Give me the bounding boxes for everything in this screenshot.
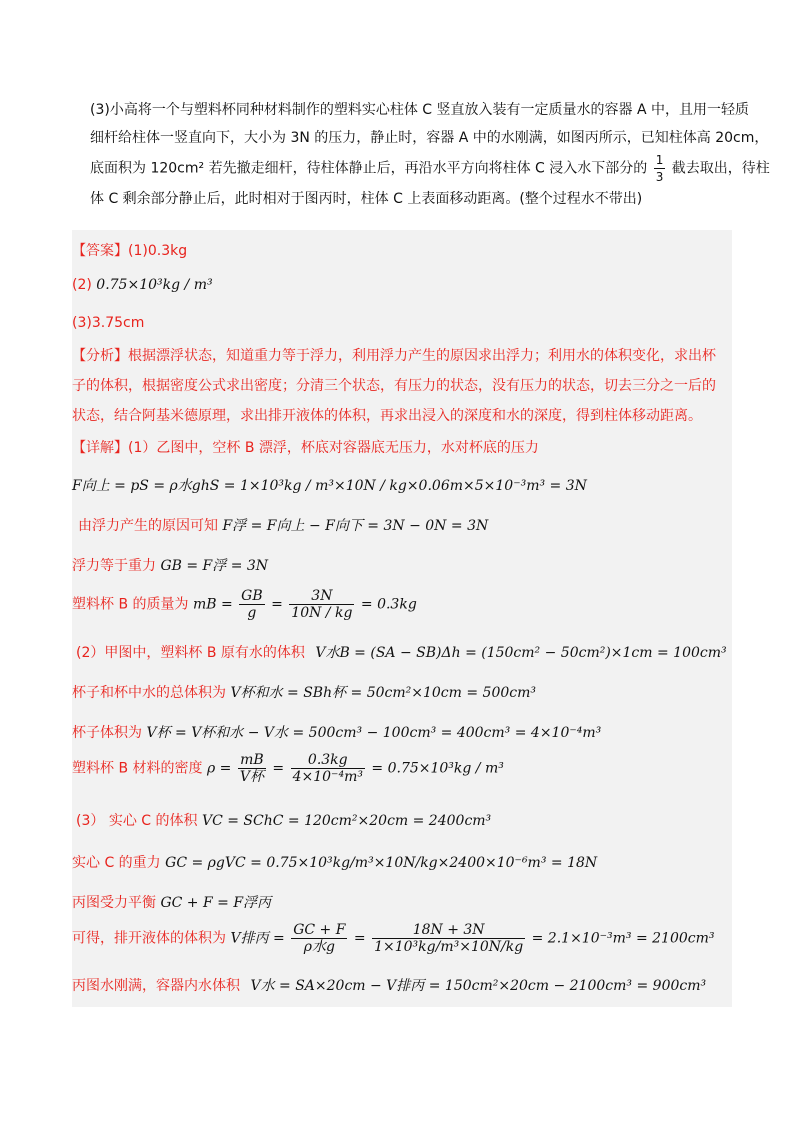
fraction-denominator: V杯 — [239, 769, 264, 785]
question-text: 底面积为 120cm² 若先撤走细杆，待柱体静止后，再沿水平方向将柱体 C 浸入水下部分的 — [90, 160, 648, 177]
detail-intro: (1）乙图中，空杯 B 漂浮，杯底对容器底无压力，水对杯底的压力 — [128, 440, 539, 456]
fraction-denominator: 10N / kg — [291, 605, 353, 621]
step-math: F浮 = F向上 − F向下 = 3N − 0N = 3N — [222, 518, 489, 534]
fraction-denominator: ρ水g — [303, 939, 335, 955]
equation-pressure-force: F向上 = pS = ρ水ghS = 1×10³kg / m³×10N / kg×0.06m×5×10⁻³m³ = 3N — [72, 478, 587, 494]
fraction-numerator: GB — [241, 588, 263, 604]
step-math: GB = F浮 = 3N — [160, 558, 269, 574]
step-math-rhs: = 2.1×10⁻³m³ = 2100cm³ — [531, 930, 715, 947]
question-text: 截去取出，待柱 — [671, 160, 770, 177]
analysis-line-3: 状态，结合阿基米德原理，求出排开液体的体积，再求出浸入的深度和水的深度，得到柱体移动距离。 — [72, 408, 702, 424]
step-text: 由浮力产生的原因可知 — [78, 518, 218, 534]
step-text: 塑料杯 B 的质量为 — [72, 596, 189, 613]
question-line: 体 C 剩余部分静止后，此时相对于图丙时，柱体 C 上表面移动距离。(整个过程水不带出) — [90, 191, 643, 207]
detail-line-intro — [72, 437, 539, 457]
step-text: 丙图水刚满，容器内水体积 — [72, 978, 240, 994]
fraction — [372, 922, 525, 955]
step-math: V水B = (SA − SB)Δh = (150cm² − 50cm²)×1cm = 100cm³ — [315, 645, 727, 661]
step-math: VC = SChC = 120cm²×20cm = 2400cm³ — [201, 813, 492, 829]
fraction-denominator: 4×10⁻⁴m³ — [292, 769, 363, 785]
answer-block — [72, 230, 732, 1007]
step-displaced-volume — [72, 922, 715, 955]
question-line — [90, 152, 770, 185]
detail-label: 【详解】 — [72, 440, 128, 456]
step-gravity-c — [72, 852, 597, 872]
fraction — [291, 922, 347, 955]
step-total-volume — [72, 682, 536, 702]
step-text: 可得，排开液体的体积为 — [72, 930, 226, 947]
answer-line-2 — [72, 277, 213, 293]
step-math-rhs: = 0.3kg — [360, 596, 417, 613]
step-text: 浮力等于重力 — [72, 558, 156, 574]
step-math: V杯和水 = SBh杯 = 50cm²×10cm = 500cm³ — [230, 685, 537, 701]
step-volume-c — [76, 810, 491, 830]
fraction-numerator: 3N — [289, 588, 354, 605]
step-density — [72, 752, 504, 785]
fraction — [289, 588, 354, 621]
fraction-denominator: 3 — [655, 170, 664, 184]
fraction-numerator: GC + F — [293, 922, 346, 938]
question-line: (3)小高将一个与塑料杯同种材料制作的塑料实心柱体 C 竖直放入装有一定质量水的容器 A 中，且用一轻质 — [90, 102, 749, 118]
fraction-numerator: 1 — [655, 153, 664, 167]
step-math-lhs: V排丙 = — [230, 930, 285, 947]
question-paragraph — [90, 96, 770, 213]
fraction-numerator: 18N + 3N — [372, 922, 525, 939]
fraction-denominator: g — [247, 605, 257, 621]
fraction-numerator: mB — [238, 752, 266, 769]
step-buoyancy-cause — [78, 515, 488, 535]
fraction — [291, 752, 365, 785]
step-text: 实心 C 的重力 — [72, 855, 161, 871]
equals-sign: = — [353, 930, 366, 947]
analysis-line-2: 子的体积，根据密度公式求出密度；分清三个状态，有压力的状态，没有压力的状态，切去三分之一后的 — [72, 378, 716, 394]
step-water-volume-b — [76, 642, 727, 662]
answer-line-3: (3)3.75cm — [72, 315, 145, 331]
answer-label: 【答案】 — [72, 243, 128, 259]
answer-line-1 — [72, 240, 187, 260]
equals-sign: = — [272, 760, 285, 777]
step-math: V水 = SA×20cm − V排丙 = 150cm²×20cm − 2100cm³ = 900cm³ — [250, 978, 707, 994]
step-buoyancy-equals-gravity — [72, 555, 268, 575]
equals-sign: = — [271, 596, 283, 613]
step-text: (2）甲图中，塑料杯 B 原有水的体积 — [76, 645, 305, 661]
step-text: 杯子体积为 — [72, 725, 142, 741]
fraction — [238, 752, 266, 785]
fraction-one-third — [654, 152, 666, 185]
step-text: 塑料杯 B 材料的密度 — [72, 760, 203, 777]
step-math: V杯 = V杯和水 − V水 = 500cm³ − 100cm³ = 400cm³ = 4×10⁻⁴m³ — [146, 725, 602, 741]
step-math-lhs: mB = — [192, 596, 233, 613]
step-text: 杯子和杯中水的总体积为 — [72, 685, 226, 701]
step-math: GC = ρgVC = 0.75×10³kg/m³×10N/kg×2400×10⁻⁶m³ = 18N — [165, 855, 598, 871]
step-cup-volume — [72, 722, 601, 742]
analysis-line-1 — [72, 345, 716, 365]
analysis-text: 根据漂浮状态，知道重力等于浮力，利用浮力产生的原因求出浮力；利用水的体积变化，求出杯 — [128, 348, 716, 364]
question-line: 细杆给柱体一竖直向下，大小为 3N 的压力，静止时，容器 A 中的水刚满，如图丙所示，已知柱体高 20cm， — [90, 130, 769, 146]
step-math-rhs: = 0.75×10³kg / m³ — [371, 760, 504, 777]
answer-2-prefix: (2) — [72, 277, 92, 293]
fraction-numerator: 0.3kg — [291, 752, 365, 769]
answer-1: (1)0.3kg — [128, 243, 188, 259]
fraction-denominator: 1×10³kg/m³×10N/kg — [374, 939, 524, 955]
step-force-balance — [72, 892, 271, 912]
step-math: GC + F = F浮丙 — [160, 895, 272, 911]
step-text: 丙图受力平衡 — [72, 895, 156, 911]
step-water-volume-c — [72, 975, 706, 995]
step-math-lhs: ρ = — [206, 760, 232, 777]
step-mass-of-cup — [72, 588, 417, 621]
answer-2-math: 0.75×10³kg / m³ — [96, 277, 213, 293]
analysis-label: 【分析】 — [72, 348, 128, 364]
fraction — [239, 588, 264, 621]
step-text: (3） 实心 C 的体积 — [76, 813, 198, 829]
